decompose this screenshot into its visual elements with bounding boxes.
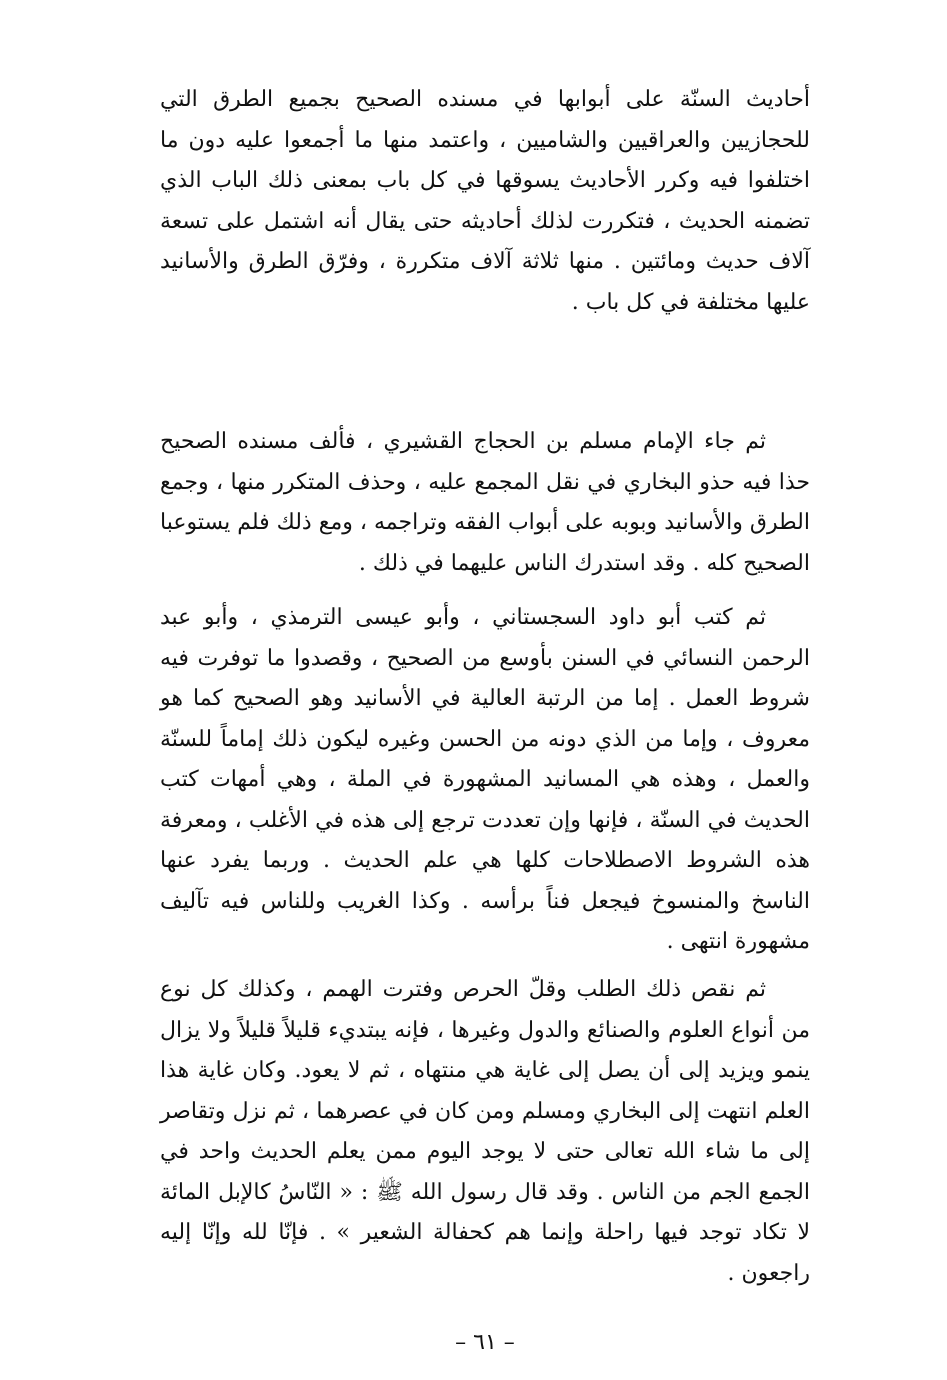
book-page (160, 72, 810, 1355)
paragraph-1: أحاديث السنّة على أبوابها في مسنده الصحيح بجميع الطرق التي للحجازيين والعراقيين والشاميين ، واعتمد منها ما أجمعوا عليه دون ما اختلفوا فيه وكرر الأحاديث يسوقها في كل باب بمعنى ذلك الباب الذي تضمنه الحديث ، فتكررت لذلك أحاديثه حتى يقال أنه اشتمل على تسعة آلاف حديث ومائتين . منها ثلاثة آلاف متكررة ، وفرّق الطرق والأسانيد عليها مختلفة في كل باب . (160, 87, 810, 315)
paragraph-2: ثم جاء الإمام مسلم بن الحجاج القشيري ، فألف مسنده الصحيح حذا فيه حذو البخاري في نقل المجمع عليه ، وحذف المتكرر منها ، وجمع الطرق والأسانيد وبوبه على أبواب الفقه وتراجمه ، ومع ذلك فلم يستوعبا الصحيح كله . وقد استدرك الناس عليهما في ذلك . (160, 429, 810, 576)
paragraph-3: ثم كتب أبو داود السجستاني ، وأبو عيسى الترمذي ، وأبو عبد الرحمن النسائي في السنن بأوسع من الصحيح ، وقصدوا ما توفرت فيه شروط العمل . إما من الرتبة العالية في الأسانيد وهو الصحيح كما هو معروف ، وإما من الذي دونه من الحسن وغيره ليكون ذلك إماماً للسنّة والعمل ، وهذه هي المسانيد المشهورة في الملة ، وهي أمهات كتب الحديث في السنّة ، فإنها وإن تعددت ترجع إلى هذه في الأغلب ، ومعرفة هذه الشروط الاصطلاحات كلها هي علم الحديث . وربما يفرد عنها الناسخ والمنسوخ فيجعل فناً برأسه . وكذا الغريب وللناس فيه تآليف مشهورة انتهى . (160, 605, 810, 954)
page-number: – ٦١ – (455, 1330, 515, 1355)
paragraph-4: ثم نقص ذلك الطلب وقلّ الحرص وفترت الهمم ، وكذلك كل نوع من أنواع العلوم والصنائع والدول وغيرها ، فإنه يبتديء قليلاً قليلاً ولا يزال ينمو ويزيد إلى أن يصل إلى غاية هي منتهاه ، ثم لا يعود. وكان غاية هذا العلم انتهت إلى البخاري ومسلم ومن كان في عصرهما ، ثم نزل وتقاصر إلى ما شاء الله تعالى حتى لا يوجد اليوم ممن يعلم الحديث واحد في الجمع الجم من الناس . وقد قال رسول الله ﷺ : « النّاسُ كالإبل المائة لا تكاد توجد فيها راحلة وإنما هم كحفالة الشعير » . فإنّا لله وإنّا إليه راجعون . (160, 977, 810, 1286)
